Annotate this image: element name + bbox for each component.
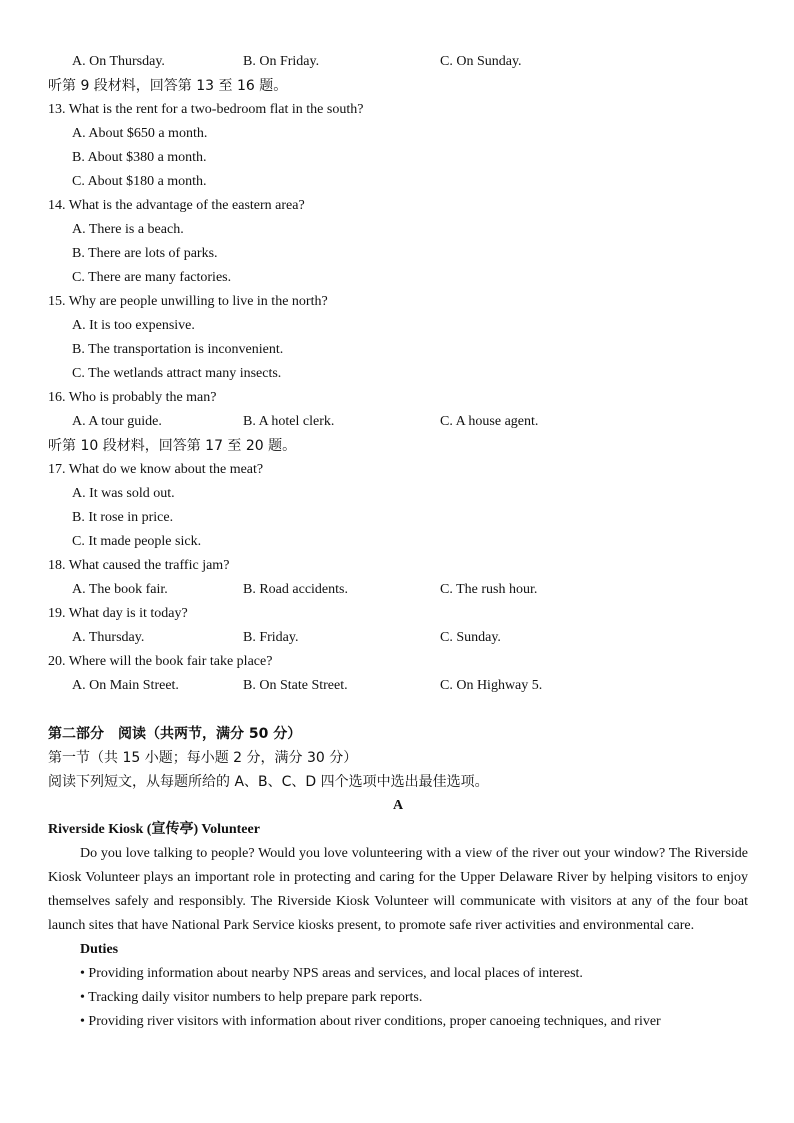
q12-option-a: A. On Thursday. [72,54,165,69]
duty-item-3: • Providing river visitors with information about river conditions, proper canoeing techniques, and river [80,1014,661,1029]
section-1-title: 第一节（共 15 小题；每小题 2 分，满分 30 分） [48,750,358,766]
q15-option-a: A. It is too expensive. [72,318,195,333]
passage-paragraph-1: Do you love talking to people? Would you love volunteering with a view of the river out your window? The Riverside Kiosk Volunteer plays an important role in protecting and caring for the Upper Delaware River by helping visitors to enjoy themselves safely and responsibly. The Riverside Kiosk Volunteer will communicate with visitors at any of the four boat launch sites that have National Park Service kiosks present, to promote safe river activities and environmental care. [48,846,748,933]
q18-option-c: C. The rush hour. [440,582,538,597]
q15-stem: 15. Why are people unwilling to live in the north? [48,294,328,309]
q14-stem: 14. What is the advantage of the eastern area? [48,198,305,213]
q14-option-b: B. There are lots of parks. [72,246,218,261]
q16-stem: 16. Who is probably the man? [48,390,217,405]
spacer [48,698,748,722]
q20-option-b: B. On State Street. [243,678,348,693]
q13-option-b: B. About $380 a month. [72,150,207,165]
q18-options [48,578,748,602]
passage-letter: A [392,798,404,813]
q12-option-c: C. On Sunday. [440,54,522,69]
q20-stem: 20. Where will the book fair take place? [48,654,273,669]
q19-option-c: C. Sunday. [440,630,501,645]
q12-option-b: B. On Friday. [243,54,320,69]
q18-option-a: A. The book fair. [72,582,168,597]
q13-option-c: C. About $180 a month. [72,174,207,189]
part-2-title: 第二部分 阅读（共两节，满分 50 分） [48,726,302,742]
q13-option-a: A. About $650 a month. [72,126,208,141]
duty-item-2: • Tracking daily visitor numbers to help prepare park reports. [80,990,423,1005]
q16-options [48,410,748,434]
section-9-heading: 听第 9 段材料，回答第 13 至 16 题。 [48,78,288,94]
q20-options [48,674,748,698]
duties-heading: Duties [80,942,119,957]
exam-page [48,50,748,1034]
q19-option-b: B. Friday. [243,630,299,645]
q19-option-a: A. Thursday. [72,630,145,645]
q12-options [48,50,748,74]
q15-option-c: C. The wetlands attract many insects. [72,366,282,381]
q17-option-a: A. It was sold out. [72,486,175,501]
q17-stem: 17. What do we know about the meat? [48,462,264,477]
q16-option-b: B. A hotel clerk. [243,414,335,429]
q14-option-c: C. There are many factories. [72,270,232,285]
q16-option-c: C. A house agent. [440,414,539,429]
q17-option-c: C. It made people sick. [72,534,202,549]
q19-stem: 19. What day is it today? [48,606,188,621]
section-10-heading: 听第 10 段材料，回答第 17 至 20 题。 [48,438,297,454]
q18-option-b: B. Road accidents. [243,582,348,597]
reading-instructions: 阅读下列短文，从每题所给的 A、B、C、D 四个选项中选出最佳选项。 [48,774,489,790]
q16-option-a: A. A tour guide. [72,414,162,429]
q18-stem: 18. What caused the traffic jam? [48,558,230,573]
q19-options [48,626,748,650]
q13-stem: 13. What is the rent for a two-bedroom flat in the south? [48,102,364,117]
q14-option-a: A. There is a beach. [72,222,184,237]
passage-title: Riverside Kiosk (宣传亭) Volunteer [48,822,260,837]
q20-option-c: C. On Highway 5. [440,678,543,693]
q17-option-b: B. It rose in price. [72,510,174,525]
duty-item-1: • Providing information about nearby NPS areas and services, and local places of interest. [80,966,583,981]
q15-option-b: B. The transportation is inconvenient. [72,342,284,357]
q20-option-a: A. On Main Street. [72,678,179,693]
